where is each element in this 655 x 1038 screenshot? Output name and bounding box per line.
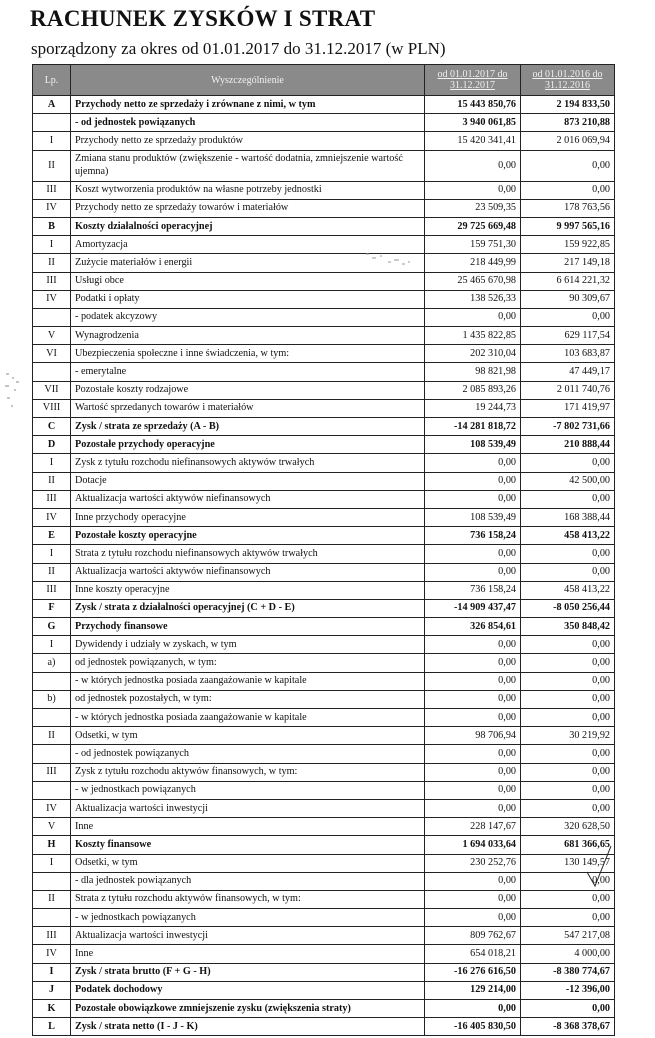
row-value-2016: -7 802 731,66	[521, 418, 615, 436]
table-row	[33, 399, 615, 417]
row-value-2017: 326 854,61	[425, 618, 521, 636]
row-value-2017: 98 706,94	[425, 727, 521, 745]
row-lp: III	[33, 272, 71, 290]
row-value-2017: 0,00	[425, 763, 521, 781]
row-lp	[33, 781, 71, 799]
table-row	[33, 836, 615, 854]
table-row	[33, 963, 615, 981]
row-value-2016: 130 149,57	[521, 854, 615, 872]
table-row	[33, 181, 615, 199]
table-row	[33, 96, 615, 114]
row-lp: a)	[33, 654, 71, 672]
row-lp: C	[33, 418, 71, 436]
row-value-2017: 0,00	[425, 690, 521, 708]
table-row	[33, 345, 615, 363]
table-row	[33, 636, 615, 654]
row-description: Zysk z tytułu rozchodu niefinansowych aktywów trwałych	[71, 454, 425, 472]
row-value-2016: -8 380 774,67	[521, 963, 615, 981]
row-value-2017: 654 018,21	[425, 945, 521, 963]
table-row	[33, 1018, 615, 1036]
row-value-2017: 0,00	[425, 308, 521, 326]
row-value-2017: 0,00	[425, 872, 521, 890]
table-row	[33, 945, 615, 963]
row-description: Inne przychody operacyjne	[71, 508, 425, 526]
table-row	[33, 454, 615, 472]
row-lp: B	[33, 217, 71, 235]
table-row	[33, 272, 615, 290]
row-description: Odsetki, w tym	[71, 854, 425, 872]
row-description: Odsetki, w tym	[71, 727, 425, 745]
row-value-2017: 0,00	[425, 181, 521, 199]
table-row	[33, 672, 615, 690]
row-value-2016: 4 000,00	[521, 945, 615, 963]
row-description: - w jednostkach powiązanych	[71, 781, 425, 799]
row-value-2017: 0,00	[425, 636, 521, 654]
row-value-2017: 228 147,67	[425, 818, 521, 836]
row-description: Strata z tytułu rozchodu aktywów finansowych, w tym:	[71, 890, 425, 908]
row-value-2016: 210 888,44	[521, 436, 615, 454]
row-lp: II	[33, 727, 71, 745]
row-lp: II	[33, 563, 71, 581]
row-value-2017: 0,00	[425, 454, 521, 472]
row-description: Amortyzacja	[71, 236, 425, 254]
row-value-2016: 2 194 833,50	[521, 96, 615, 114]
row-value-2016: 458 413,22	[521, 581, 615, 599]
row-lp: IV	[33, 290, 71, 308]
row-value-2017: 0,00	[425, 781, 521, 799]
income-statement-table	[32, 64, 615, 1036]
row-value-2017: 218 449,99	[425, 254, 521, 272]
row-value-2017: 15 443 850,76	[425, 96, 521, 114]
row-lp: I	[33, 963, 71, 981]
row-lp	[33, 114, 71, 132]
row-value-2017: 0,00	[425, 745, 521, 763]
row-description: Przychody finansowe	[71, 618, 425, 636]
table-row	[33, 308, 615, 326]
table-row	[33, 818, 615, 836]
header-previous-period: od 01.01.2016 do 31.12.2016	[521, 65, 615, 96]
row-value-2016: 0,00	[521, 308, 615, 326]
table-row	[33, 217, 615, 235]
table-row	[33, 290, 615, 308]
row-lp: I	[33, 545, 71, 563]
row-value-2017: 3 940 061,85	[425, 114, 521, 132]
table-row	[33, 527, 615, 545]
table-row	[33, 436, 615, 454]
row-value-2016: 0,00	[521, 636, 615, 654]
row-lp: L	[33, 1018, 71, 1036]
row-value-2017: 108 539,49	[425, 508, 521, 526]
row-description: Pozostałe przychody operacyjne	[71, 436, 425, 454]
row-value-2017: 0,00	[425, 799, 521, 817]
row-description: Zysk / strata netto (I - J - K)	[71, 1018, 425, 1036]
row-lp: II	[33, 890, 71, 908]
row-lp: VIII	[33, 399, 71, 417]
row-description: - dla jednostek powiązanych	[71, 872, 425, 890]
row-description: Wynagrodzenia	[71, 327, 425, 345]
row-description: Przychody netto ze sprzedaży towarów i materiałów	[71, 199, 425, 217]
document-subtitle: sporządzony za okres od 01.01.2017 do 31.12.2017 (w PLN)	[31, 39, 446, 58]
row-lp: F	[33, 599, 71, 617]
row-value-2017: 25 465 670,98	[425, 272, 521, 290]
row-value-2016: 0,00	[521, 872, 615, 890]
row-value-2017: 0,00	[425, 654, 521, 672]
row-description: Inne koszty operacyjne	[71, 581, 425, 599]
row-value-2016: -8 050 256,44	[521, 599, 615, 617]
table-row	[33, 236, 615, 254]
document-title: RACHUNEK ZYSKÓW I STRAT	[30, 6, 376, 31]
row-value-2017: 202 310,04	[425, 345, 521, 363]
row-description: Dotacje	[71, 472, 425, 490]
table-row	[33, 599, 615, 617]
row-value-2017: 1 694 033,64	[425, 836, 521, 854]
row-value-2016: 178 763,56	[521, 199, 615, 217]
row-lp: IV	[33, 508, 71, 526]
row-lp: II	[33, 472, 71, 490]
row-description: Przychody netto ze sprzedaży i zrównane z nimi, w tym	[71, 96, 425, 114]
row-description: Zysk / strata ze sprzedaży (A - B)	[71, 418, 425, 436]
row-value-2016: 217 149,18	[521, 254, 615, 272]
row-value-2016: -8 368 378,67	[521, 1018, 615, 1036]
row-value-2017: 0,00	[425, 472, 521, 490]
table-row	[33, 381, 615, 399]
row-value-2016: 681 366,65	[521, 836, 615, 854]
row-value-2016: 0,00	[521, 490, 615, 508]
row-lp: D	[33, 436, 71, 454]
row-lp: VI	[33, 345, 71, 363]
table-row	[33, 114, 615, 132]
row-value-2016: -12 396,00	[521, 981, 615, 999]
row-description: Pozostałe koszty operacyjne	[71, 527, 425, 545]
row-value-2016: 0,00	[521, 654, 615, 672]
row-value-2017: 98 821,98	[425, 363, 521, 381]
row-lp: V	[33, 327, 71, 345]
table-row	[33, 618, 615, 636]
row-lp: IV	[33, 799, 71, 817]
row-value-2016: 103 683,87	[521, 345, 615, 363]
row-description: - podatek akcyzowy	[71, 308, 425, 326]
row-description: Inne	[71, 818, 425, 836]
row-description: Ubezpieczenia społeczne i inne świadczenia, w tym:	[71, 345, 425, 363]
row-value-2016: 0,00	[521, 181, 615, 199]
row-lp: III	[33, 181, 71, 199]
row-lp: H	[33, 836, 71, 854]
row-value-2017: 2 085 893,26	[425, 381, 521, 399]
row-value-2017: 138 526,33	[425, 290, 521, 308]
row-value-2017: 0,00	[425, 672, 521, 690]
row-description: Pozostałe koszty rodzajowe	[71, 381, 425, 399]
row-lp: VII	[33, 381, 71, 399]
row-value-2017: -14 909 437,47	[425, 599, 521, 617]
row-value-2016: 0,00	[521, 672, 615, 690]
row-value-2016: 0,00	[521, 745, 615, 763]
table-row	[33, 581, 615, 599]
row-description: - od jednostek powiązanych	[71, 745, 425, 763]
table-row	[33, 254, 615, 272]
row-value-2017: 159 751,30	[425, 236, 521, 254]
table-row	[33, 327, 615, 345]
table-row	[33, 418, 615, 436]
row-value-2016: 159 922,85	[521, 236, 615, 254]
row-value-2017: 108 539,49	[425, 436, 521, 454]
table-row	[33, 890, 615, 908]
row-lp: II	[33, 150, 71, 181]
row-description: Koszty finansowe	[71, 836, 425, 854]
table-row	[33, 132, 615, 150]
row-value-2017: 129 214,00	[425, 981, 521, 999]
scan-speckle-middle	[364, 250, 414, 270]
table-row	[33, 508, 615, 526]
row-lp: K	[33, 1000, 71, 1018]
table-header-row	[33, 65, 615, 96]
row-value-2017: 1 435 822,85	[425, 327, 521, 345]
row-description: - w jednostkach powiązanych	[71, 909, 425, 927]
row-value-2016: 0,00	[521, 545, 615, 563]
row-description: Podatki i opłaty	[71, 290, 425, 308]
row-lp: I	[33, 132, 71, 150]
row-value-2017: 736 158,24	[425, 581, 521, 599]
row-value-2016: 0,00	[521, 454, 615, 472]
row-lp: III	[33, 581, 71, 599]
row-value-2016: 2 016 069,94	[521, 132, 615, 150]
row-value-2016: 0,00	[521, 709, 615, 727]
row-value-2017: -16 276 616,50	[425, 963, 521, 981]
row-lp	[33, 709, 71, 727]
row-value-2016: 0,00	[521, 781, 615, 799]
row-lp: IV	[33, 945, 71, 963]
row-value-2016: 90 309,67	[521, 290, 615, 308]
row-description: Zysk / strata brutto (F + G - H)	[71, 963, 425, 981]
row-description: Zysk z tytułu rozchodu aktywów finansowych, w tym:	[71, 763, 425, 781]
table-row	[33, 363, 615, 381]
header-lp: Lp.	[33, 65, 71, 96]
row-value-2016: 0,00	[521, 150, 615, 181]
row-value-2016: 0,00	[521, 890, 615, 908]
row-lp	[33, 909, 71, 927]
row-description: - od jednostek powiązanych	[71, 114, 425, 132]
row-value-2016: 0,00	[521, 763, 615, 781]
row-value-2017: 0,00	[425, 545, 521, 563]
row-lp: I	[33, 236, 71, 254]
row-lp: E	[33, 527, 71, 545]
table-row	[33, 981, 615, 999]
row-value-2016: 171 419,97	[521, 399, 615, 417]
table-row	[33, 472, 615, 490]
scan-speckle	[2, 368, 30, 418]
row-description: Zysk / strata z działalności operacyjnej (C + D - E)	[71, 599, 425, 617]
row-value-2017: 0,00	[425, 150, 521, 181]
table-row	[33, 709, 615, 727]
header-description: Wyszczególnienie	[71, 65, 425, 96]
row-description: - emerytalne	[71, 363, 425, 381]
table-row	[33, 150, 615, 181]
row-value-2016: 2 011 740,76	[521, 381, 615, 399]
table-row	[33, 909, 615, 927]
table-row	[33, 1000, 615, 1018]
header-current-period: od 01.01.2017 do 31.12.2017	[425, 65, 521, 96]
table-row	[33, 563, 615, 581]
table-row	[33, 654, 615, 672]
row-description: Koszt wytworzenia produktów na własne potrzeby jednostki	[71, 181, 425, 199]
table-row	[33, 854, 615, 872]
row-value-2017: -16 405 830,50	[425, 1018, 521, 1036]
row-value-2016: 9 997 565,16	[521, 217, 615, 235]
row-value-2017: 29 725 669,48	[425, 217, 521, 235]
row-description: - w których jednostka posiada zaangażowanie w kapitale	[71, 709, 425, 727]
row-value-2017: 0,00	[425, 709, 521, 727]
table-row	[33, 727, 615, 745]
row-value-2016: 47 449,17	[521, 363, 615, 381]
row-value-2017: 15 420 341,41	[425, 132, 521, 150]
row-lp: I	[33, 454, 71, 472]
row-description: Przychody netto ze sprzedaży produktów	[71, 132, 425, 150]
row-value-2016: 458 413,22	[521, 527, 615, 545]
row-value-2016: 320 628,50	[521, 818, 615, 836]
row-lp	[33, 308, 71, 326]
table-row	[33, 799, 615, 817]
table-row	[33, 763, 615, 781]
row-value-2016: 6 614 221,32	[521, 272, 615, 290]
row-value-2016: 168 388,44	[521, 508, 615, 526]
row-lp: II	[33, 254, 71, 272]
row-value-2017: 0,00	[425, 490, 521, 508]
row-lp	[33, 745, 71, 763]
row-description: - w których jednostka posiada zaangażowanie w kapitale	[71, 672, 425, 690]
table-row	[33, 745, 615, 763]
row-value-2017: 230 252,76	[425, 854, 521, 872]
row-value-2016: 873 210,88	[521, 114, 615, 132]
row-lp	[33, 872, 71, 890]
table-row	[33, 927, 615, 945]
row-description: Zużycie materiałów i energii	[71, 254, 425, 272]
row-lp: III	[33, 763, 71, 781]
row-value-2017: 0,00	[425, 563, 521, 581]
row-value-2017: 0,00	[425, 909, 521, 927]
row-value-2016: 0,00	[521, 799, 615, 817]
pen-check-mark	[585, 842, 613, 892]
row-description: Pozostałe obowiązkowe zmniejszenie zysku (zwiększenia straty)	[71, 1000, 425, 1018]
row-lp: I	[33, 854, 71, 872]
row-value-2016: 0,00	[521, 1000, 615, 1018]
row-value-2017: 19 244,73	[425, 399, 521, 417]
row-value-2016: 42 500,00	[521, 472, 615, 490]
row-lp: IV	[33, 199, 71, 217]
row-description: od jednostek powiązanych, w tym:	[71, 654, 425, 672]
row-lp: III	[33, 490, 71, 508]
table-row	[33, 690, 615, 708]
row-description: Zmiana stanu produktów (zwiększenie - wartość dodatnia, zmniejszenie wartość ujemna)	[71, 150, 425, 181]
row-value-2016: 350 848,42	[521, 618, 615, 636]
row-lp: V	[33, 818, 71, 836]
row-value-2016: 0,00	[521, 909, 615, 927]
row-description: Aktualizacja wartości aktywów niefinansowych	[71, 563, 425, 581]
table-row	[33, 199, 615, 217]
row-value-2016: 30 219,92	[521, 727, 615, 745]
row-value-2017: 0,00	[425, 1000, 521, 1018]
row-description: Aktualizacja wartości inwestycji	[71, 927, 425, 945]
row-value-2017: 23 509,35	[425, 199, 521, 217]
table-row	[33, 872, 615, 890]
row-description: Koszty działalności operacyjnej	[71, 217, 425, 235]
table-row	[33, 490, 615, 508]
table-row	[33, 545, 615, 563]
row-value-2017: -14 281 818,72	[425, 418, 521, 436]
row-value-2017: 0,00	[425, 890, 521, 908]
row-value-2016: 0,00	[521, 690, 615, 708]
row-description: Dywidendy i udziały w zyskach, w tym	[71, 636, 425, 654]
row-description: Usługi obce	[71, 272, 425, 290]
row-value-2017: 736 158,24	[425, 527, 521, 545]
row-description: Aktualizacja wartości inwestycji	[71, 799, 425, 817]
row-lp: A	[33, 96, 71, 114]
row-lp	[33, 363, 71, 381]
row-description: Inne	[71, 945, 425, 963]
row-lp	[33, 672, 71, 690]
row-value-2016: 547 217,08	[521, 927, 615, 945]
row-lp: I	[33, 636, 71, 654]
row-lp: III	[33, 927, 71, 945]
row-lp: G	[33, 618, 71, 636]
row-description: od jednostek pozostałych, w tym:	[71, 690, 425, 708]
row-lp: J	[33, 981, 71, 999]
row-description: Wartość sprzedanych towarów i materiałów	[71, 399, 425, 417]
row-description: Podatek dochodowy	[71, 981, 425, 999]
row-value-2017: 809 762,67	[425, 927, 521, 945]
row-description: Aktualizacja wartości aktywów niefinansowych	[71, 490, 425, 508]
row-description: Strata z tytułu rozchodu niefinansowych aktywów trwałych	[71, 545, 425, 563]
table-row	[33, 781, 615, 799]
row-value-2016: 0,00	[521, 563, 615, 581]
row-lp: b)	[33, 690, 71, 708]
row-value-2016: 629 117,54	[521, 327, 615, 345]
